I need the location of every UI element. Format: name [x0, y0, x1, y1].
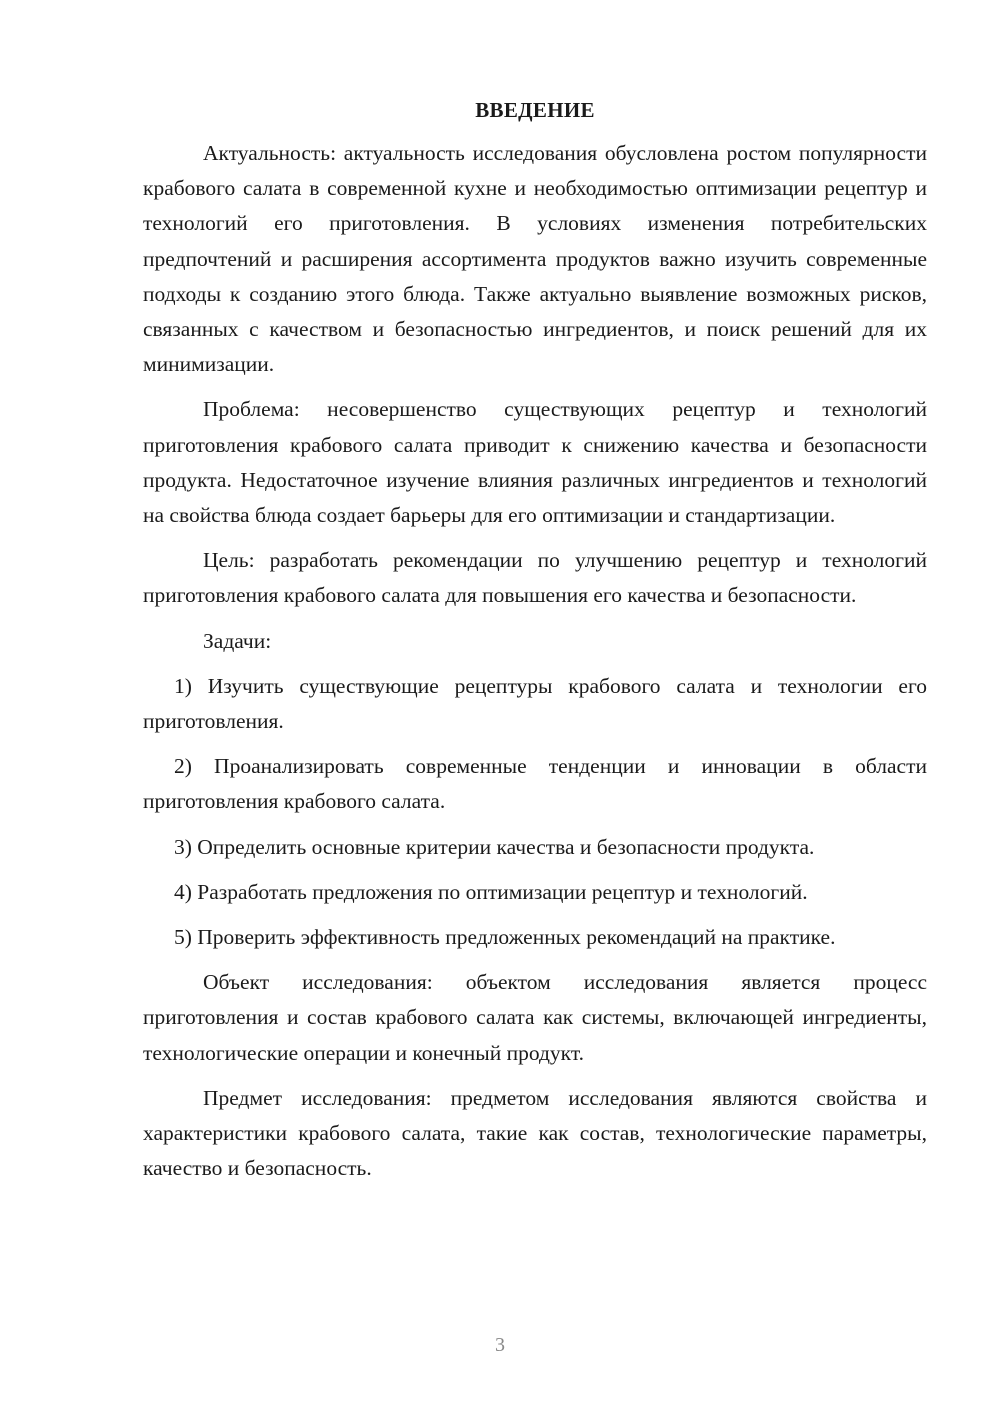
- goal-paragraph: Цель: разработать рекомендации по улучшению рецептур и технологий приготовления крабового салата для повышения его качества и безопасности.: [143, 548, 927, 608]
- document-body: [143, 92, 927, 1196]
- section-heading: ВВЕДЕНИЕ: [475, 98, 595, 122]
- task-item-4: 4) Разработать предложения по оптимизации рецептур и технологий.: [174, 879, 808, 904]
- task-item-2: 2) Проанализировать современные тенденции и инновации в области приготовления крабового салата.: [143, 754, 927, 814]
- page-number: 3: [495, 1334, 505, 1356]
- tasks-label: Задачи:: [203, 628, 272, 653]
- problem-paragraph: Проблема: несовершенство существующих рецептур и технологий приготовления крабового салата приводит к снижению качества и безопасности продукта. Недостаточное изучение влияния различных ингредиентов и технологий на свойства блюда создает барьеры для его оптимизации и стандартизации.: [143, 397, 927, 528]
- task-item-5: 5) Проверить эффективность предложенных рекомендаций на практике.: [174, 925, 836, 950]
- task-item-3: 3) Определить основные критерии качества и безопасности продукта.: [174, 834, 815, 859]
- relevance-paragraph: Актуальность: актуальность исследования обусловлена ростом популярности крабового салата в современной кухне и необходимостью оптимизации рецептур и технологий его приготовления. В условиях изменения потребительских предпочтений и расширения ассортимента продуктов важно изучить современные подходы к созданию этого блюда. Также актуально выявление возможных рисков, связанных с качеством и безопасностью ингредиентов, и поиск решений для их минимизации.: [143, 141, 927, 377]
- object-paragraph: Объект исследования: объектом исследования является процесс приготовления и состав крабового салата как системы, включающей ингредиенты, технологические операции и конечный продукт.: [143, 970, 927, 1065]
- subject-paragraph: Предмет исследования: предметом исследования являются свойства и характеристики крабового салата, такие как состав, технологические параметры, качество и безопасность.: [143, 1085, 927, 1181]
- task-item-1: 1) Изучить существующие рецептуры крабового салата и технологии его приготовления.: [143, 673, 927, 734]
